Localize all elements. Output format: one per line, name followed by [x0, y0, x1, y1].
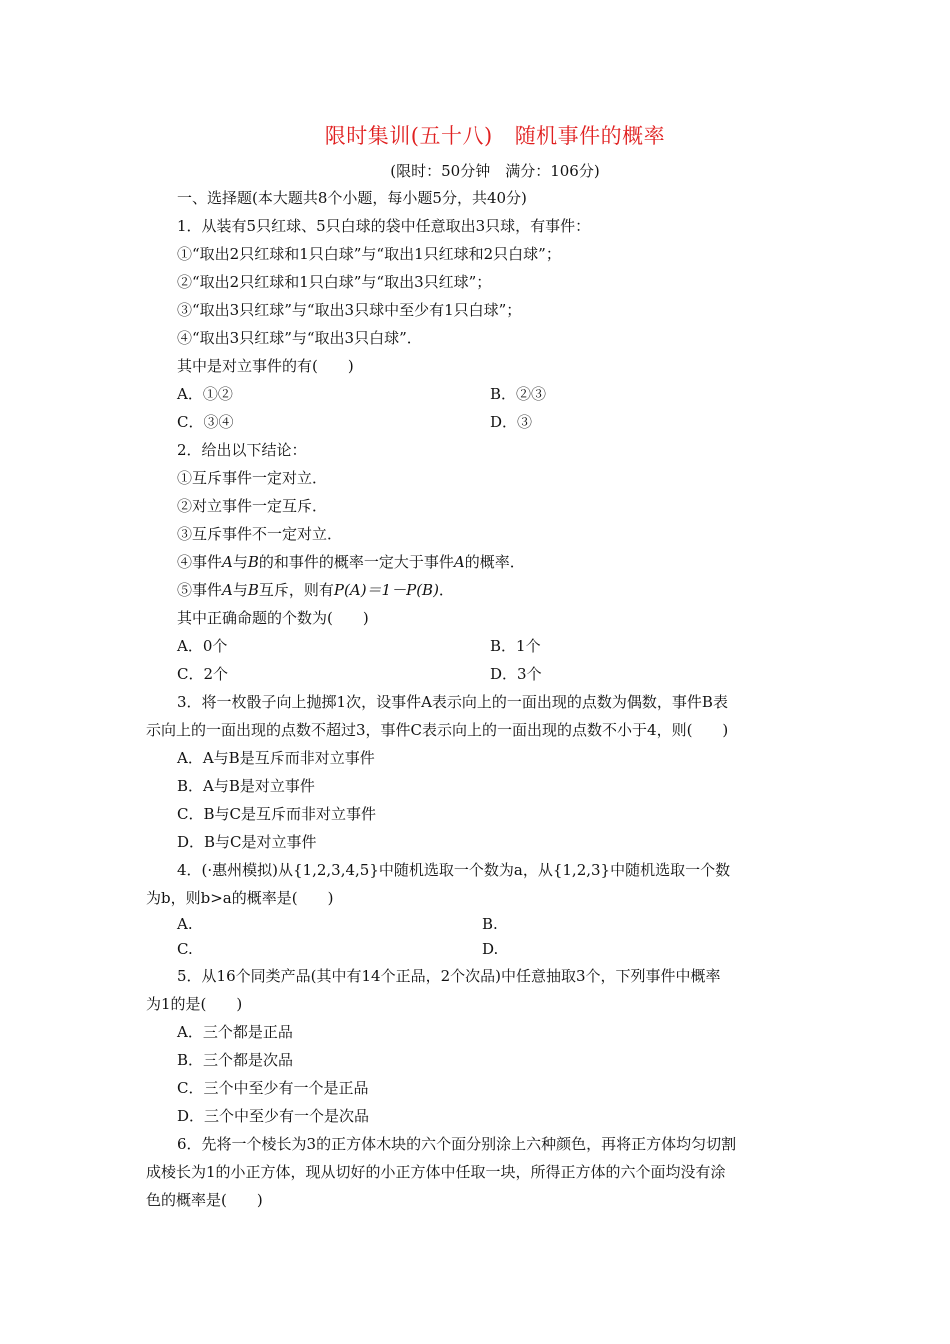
var-a: A: [222, 553, 233, 571]
q2-options-row: [146, 660, 814, 688]
page-subtitle: (限时：50分钟 满分：106分): [390, 162, 600, 180]
q6-stem-line2: 成棱长为1的小正方体，现从切好的小正方体中任取一块，所得正方体的六个面均没有涂: [146, 1163, 726, 1181]
q2-item5-text: 与: [232, 581, 248, 599]
question-content: [146, 184, 814, 1214]
title-part2: 随机事件的概率: [514, 124, 666, 148]
q2-option-b: B．1个: [490, 637, 541, 655]
var-a: A: [222, 581, 233, 599]
q2-item: [146, 576, 814, 604]
q2-item5-text: ⑤事件: [177, 581, 223, 599]
q1-options-row: [146, 380, 814, 408]
q2-item: ③互斥事件不一定对立．: [177, 525, 343, 543]
q2-option-d: D．3个: [490, 665, 542, 683]
q4-stem-line2: 为b，则b>a的概率是( ): [146, 889, 334, 907]
q2-option-c: C．2个: [177, 665, 229, 683]
q1-item: ④“取出3只红球”与“取出3只白球”．: [177, 329, 422, 347]
section-heading: 一、选择题(本大题共8个小题，每小题5分，共40分): [177, 189, 527, 207]
q6-stem-line3: 色的概率是( ): [146, 1191, 263, 1209]
q2-item5-text: ．: [438, 581, 454, 599]
q1-item: ②“取出2只红球和1只白球”与“取出3只红球”；: [177, 273, 492, 291]
q5-stem-line1: 5．从16个同类产品(其中有14个正品，2个次品)中任意抽取3个，下列事件中概率: [177, 967, 721, 985]
q2-item4-text: 与: [232, 553, 248, 571]
q5-option-a: A．三个都是正品: [177, 1023, 293, 1041]
q4-option-a: A.: [177, 915, 193, 933]
q4-options-row: [146, 937, 814, 962]
q3-stem-line2: 示向上的一面出现的点数不超过3，事件C表示向上的一面出现的点数不小于4，则( ): [146, 721, 729, 739]
q2-item: ②对立事件一定互斥．: [177, 497, 328, 515]
page-title: [0, 120, 950, 150]
var-a: A: [453, 553, 465, 571]
q1-ask: 其中是对立事件的有( ): [177, 357, 354, 375]
q5-option-b: B．三个都是次品: [177, 1051, 294, 1069]
q3-option-d: D．B与C是对立事件: [177, 833, 317, 851]
q2-stem: 2．给出以下结论：: [177, 441, 307, 459]
q2-option-a: A．0个: [177, 637, 228, 655]
q2-options-row: [146, 632, 814, 660]
q2-item5-text: 互斥，则有: [258, 581, 334, 599]
q2-item: [146, 548, 814, 576]
q5-stem-line2: 为1的是( ): [146, 995, 243, 1013]
q4-option-c: C.: [177, 940, 193, 958]
q5-option-c: C．三个中至少有一个是正品: [177, 1079, 369, 1097]
q3-option-b: B．A与B是对立事件: [177, 777, 315, 795]
q1-option-b: B．②③: [490, 385, 547, 403]
q1-option-a: A．①②: [177, 385, 233, 403]
q1-item: ①“取出2只红球和1只白球”与“取出1只红球和2只白球”；: [177, 245, 561, 263]
q2-ask: 其中正确命题的个数为( ): [177, 609, 369, 627]
title-part1: 限时集训(五十八): [324, 124, 493, 148]
q4-options-row: [146, 912, 814, 937]
q2-item: ①互斥事件一定对立．: [177, 469, 328, 487]
q1-options-row: [146, 408, 814, 436]
q1-option-d: D．③: [490, 413, 533, 431]
q3-stem-line1: 3．将一枚骰子向上抛掷1次，设事件A表示向上的一面出现的点数为偶数，事件B表: [177, 693, 728, 711]
q4-stem-line1: 4．(·惠州模拟)从{1,2,3,4,5}中随机选取一个数为a，从{1,2,3}中随机选取一个数: [177, 861, 731, 879]
q1-item: ③“取出3只红球”与“取出3只球中至少有1只白球”；: [177, 301, 522, 319]
q5-option-d: D．三个中至少有一个是次品: [177, 1107, 370, 1125]
q3-option-a: A．A与B是互斥而非对立事件: [177, 749, 375, 767]
q1-stem: 1．从装有5只红球、5只白球的袋中任意取出3只球，有事件：: [177, 217, 591, 235]
var-b: B: [247, 581, 259, 599]
q4-option-b: B.: [482, 915, 498, 933]
q1-option-c: C．③④: [177, 413, 234, 431]
q3-option-c: C．B与C是互斥而非对立事件: [177, 805, 376, 823]
q2-item4-text: ④事件: [177, 553, 223, 571]
q2-item4-text: 的概率．: [464, 553, 525, 571]
q6-stem-line1: 6．先将一个棱长为3的正方体木块的六个面分别涂上六种颜色，再将正方体均匀切割: [177, 1135, 737, 1153]
q2-item4-text: 的和事件的概率一定大于事件: [258, 553, 454, 571]
q4-option-d: D.: [482, 940, 499, 958]
var-b: B: [247, 553, 259, 571]
probability-formula: P(A)＝1－P(B): [333, 581, 439, 599]
